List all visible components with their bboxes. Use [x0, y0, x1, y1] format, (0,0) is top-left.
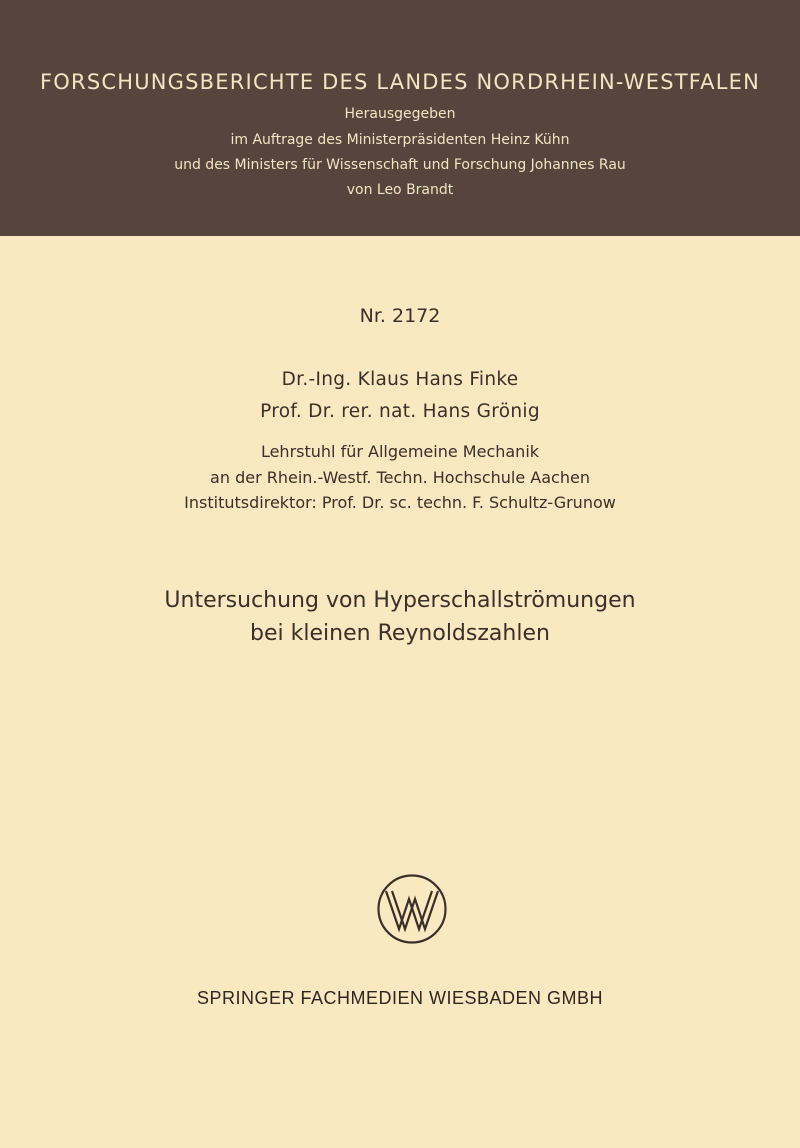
author-1: Dr.-Ing. Klaus Hans Finke [281, 369, 519, 390]
institute-line-3: Institutsdirektor: Prof. Dr. sc. techn. F. Schultz-Grunow [184, 493, 616, 512]
editor-line-1: Herausgegeben [344, 106, 456, 122]
editor-line-3: und des Ministers für Wissenschaft und Forschung Johannes Rau [174, 157, 626, 173]
publisher-name: SPRINGER FACHMEDIEN WIESBADEN GMBH [196, 988, 604, 1008]
publisher-logo-icon [376, 873, 448, 945]
series-title: FORSCHUNGSBERICHTE DES LANDES NORDRHEIN-WESTFALEN [40, 70, 760, 94]
author-2: Prof. Dr. rer. nat. Hans Grönig [260, 401, 540, 422]
book-title-line-1: Untersuchung von Hyperschallströmungen [164, 588, 636, 613]
institute-line-2: an der Rhein.-Westf. Techn. Hochschule Aachen [210, 468, 590, 487]
editor-line-2: im Auftrage des Ministerpräsidenten Heinz Kühn [230, 132, 570, 148]
institute-line-1: Lehrstuhl für Allgemeine Mechanik [260, 442, 540, 461]
series-header [0, 0, 800, 236]
editor-line-4: von Leo Brandt [346, 182, 454, 198]
report-number: Nr. 2172 [359, 305, 441, 327]
book-title-line-2: bei kleinen Reynoldszahlen [250, 621, 550, 646]
